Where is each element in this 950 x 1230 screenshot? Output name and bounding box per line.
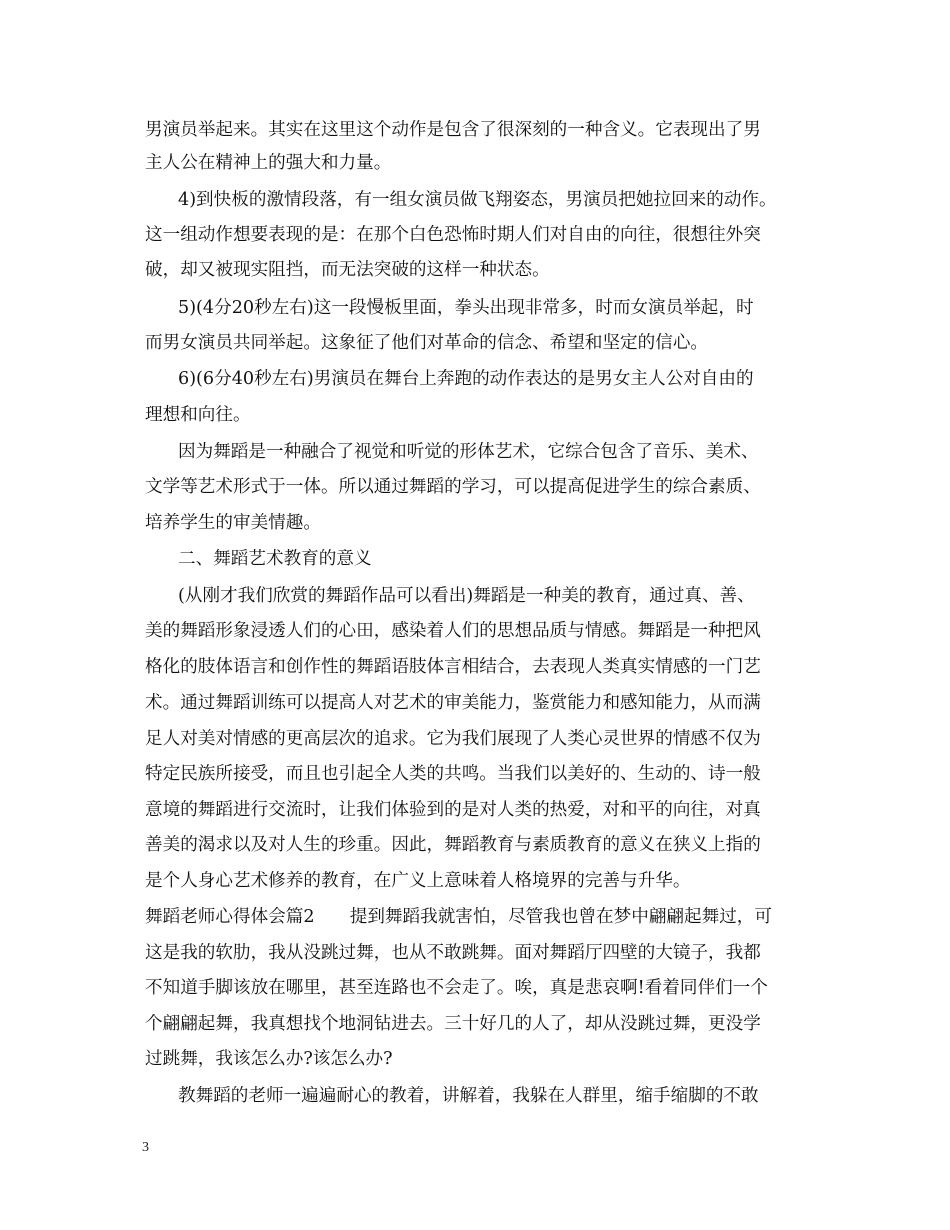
page-number: 3 [142,1140,149,1155]
text-line: 是个人身心艺术修养的教育，在广义上意味着人格境界的完善与升华。 [145,871,691,891]
text-line: 主人公在精神上的强大和力量。 [145,153,392,173]
text-line: 5)(4分20秒左右)这一段慢板里面，拳头出现非常多，时而女演员举起，时 [178,298,754,318]
text-line: 6)(6分40秒左右)男演员在舞台上奔跑的动作表达的是男女主人公对自由的 [178,369,754,389]
text-line: 破，却又被现实阻挡，而无法突破的这样一种状态。 [145,260,550,280]
text-line: 美的舞蹈形象浸透人们的心田，感染着人们的思想品质与情感。舞蹈是一种把风 [145,621,761,641]
text-line: 足人对美对情感的更高层次的追求。它为我们展现了人类心灵世界的情感不仅为 [145,729,761,749]
text-line: 舞蹈老师心得体会篇2 提到舞蹈我就害怕，尽管我也曾在梦中翩翩起舞过，可 [145,907,772,927]
text-line: 培养学生的审美情趣。 [145,513,321,533]
text-line: 而男女演员共同举起。这象征了他们对革命的信念、希望和坚定的信心。 [145,333,709,353]
text-line: 男演员举起来。其实在这里这个动作是包含了很深刻的一种含义。它表现出了男 [145,120,761,140]
text-line: 善美的渴求以及对人生的珍重。因此，舞蹈教育与素质教育的意义在狭义上指的 [145,835,761,855]
text-line: 这是我的软肋，我从没跳过舞，也从不敢跳舞。面对舞蹈厅四壁的大镜子，我都 [145,943,761,963]
text-line: 个翩翩起舞，我真想找个地洞钻进去。三十好几的人了，却从没跳过舞，更没学 [145,1014,761,1034]
text-line: 特定民族所接受，而且也引起全人类的共鸣。当我们以美好的、生动的、诗一般 [145,764,761,784]
text-line: 教舞蹈的老师一遍遍耐心的教着，讲解着，我躲在人群里，缩手缩脚的不敢 [178,1086,759,1106]
text-line: 不知道手脚该放在哪里，甚至连路也不会走了。唉，真是悲哀啊!看着同伴们一个 [145,978,768,998]
text-line: 意境的舞蹈进行交流时，让我们体验到的是对人类的热爱，对和平的向往，对真 [145,800,761,820]
text-line: 理想和向往。 [145,405,251,425]
text-line: (从刚才我们欣赏的舞蹈作品可以看出)舞蹈是一种美的教育，通过真、善、 [178,586,755,606]
text-line: 二、舞蹈艺术教育的意义 [178,549,372,569]
text-line: 过跳舞，我该怎么办?该怎么办? [145,1049,393,1069]
text-line: 格化的肢体语言和创作性的舞蹈语肢体言相结合，去表现人类真实情感的一门艺 [145,657,761,677]
text-line: 4)到快板的激情段落，有一组女演员做飞翔姿态，男演员把她拉回来的动作。 [178,190,777,210]
text-line: 因为舞蹈是一种融合了视觉和听觉的形体艺术，它综合包含了音乐、美术、 [178,442,759,462]
text-line: 文学等艺术形式于一体。所以通过舞蹈的学习，可以提高促进学生的综合素质、 [145,477,761,497]
text-line: 这一组动作想要表现的是：在那个白色恐怖时期人们对自由的向往，很想往外突 [145,225,761,245]
text-line: 术。通过舞蹈训练可以提高人对艺术的审美能力，鉴赏能力和感知能力，从而满 [145,693,761,713]
